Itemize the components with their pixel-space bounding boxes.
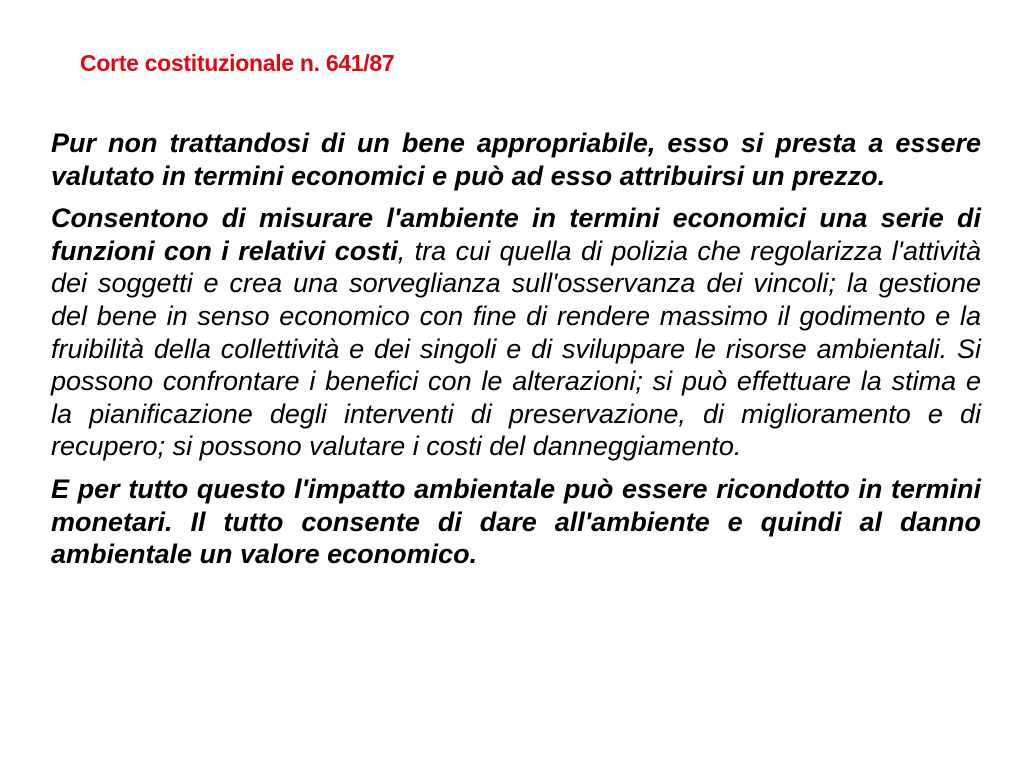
paragraph-2 <box>51 202 981 463</box>
paragraph-2-rest: , tra cui quella di polizia che regolarizza l'attività dei soggetti e crea una sorveglianza sull'osservanza dei vincoli; la gestione del bene in senso economico con fine di rendere massimo il godimento e la fruibilità della collettività e dei singoli e di sviluppare le risorse ambientali. Si possono confrontare i benefici con le alterazioni; si può effettuare la stima e la pianificazione degli interventi di preservazione, di miglioramento e di recupero; si possono valutare i costi del danneggiamento. <box>51 235 981 462</box>
slide-title: Corte costituzionale n. 641/87 <box>80 50 395 76</box>
paragraph-3: E per tutto questo l'impatto ambientale può essere ricondotto in termini monetari. Il tutto consente di dare all'ambiente e quindi al danno ambientale un valore economico. <box>51 473 981 570</box>
slide-body <box>51 127 981 581</box>
paragraph-1: Pur non trattandosi di un bene appropriabile, esso si presta a essere valutato in termini economici e può ad esso attribuirsi un prezzo. <box>51 128 981 191</box>
paragraph-2-bold: Consentono di misurare l'ambiente in termini economici una serie di funzioni con i relativi costi <box>51 203 981 266</box>
